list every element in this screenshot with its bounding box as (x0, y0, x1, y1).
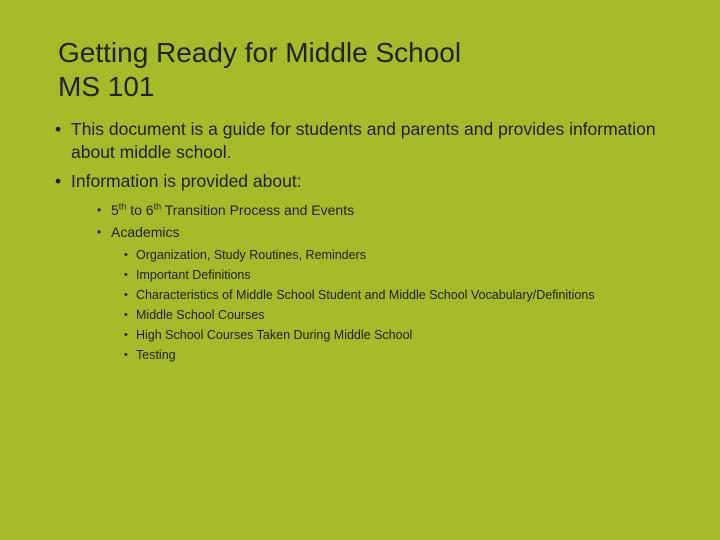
transition-num-2: 6 (145, 202, 154, 218)
sub-bullet-academics (97, 221, 665, 243)
list-item-text: Testing (136, 348, 176, 362)
slide-content (55, 118, 665, 365)
list-item-text: Organization, Study Routines, Reminders (136, 248, 366, 262)
transition-to: to (130, 202, 142, 218)
slide-title (58, 36, 678, 104)
bullet-icon: • (124, 329, 128, 341)
list-item-text: High School Courses Taken During Middle School (136, 328, 413, 342)
transition-num-1: 5 (111, 202, 119, 218)
bullet-icon: • (97, 225, 102, 239)
list-item (124, 305, 665, 325)
list-item (124, 325, 665, 345)
title-line-1: Getting Ready for Middle School (58, 37, 462, 68)
list-item (124, 245, 665, 265)
bullet-info-text: Information is provided about: (71, 171, 302, 191)
bullet-guide-text: This document is a guide for students and parents and provides information about middle school. (71, 119, 656, 162)
bullet-icon: • (55, 119, 62, 139)
list-item (124, 345, 665, 365)
list-item (124, 265, 665, 285)
bullet-info (55, 170, 665, 193)
bullet-icon: • (124, 269, 128, 281)
transition-sup-1: th (118, 201, 127, 212)
academics-text: Academics (111, 224, 180, 240)
list-item-text: Important Definitions (136, 268, 251, 282)
sub-bullet-transition (97, 199, 665, 221)
bullet-guide (55, 118, 665, 164)
transition-sup-2: th (153, 201, 162, 212)
bullet-icon: • (124, 309, 128, 321)
bullet-icon: • (124, 349, 128, 361)
title-line-2: MS 101 (58, 71, 155, 102)
list-item-text: Middle School Courses (136, 308, 265, 322)
bullet-icon: • (55, 171, 62, 191)
bullet-icon: • (124, 249, 128, 261)
bullet-icon: • (124, 289, 128, 301)
list-item (124, 285, 665, 305)
academics-list (124, 245, 665, 365)
bullet-icon: • (97, 203, 102, 217)
transition-rest: Transition Process and Events (164, 202, 355, 218)
list-item-text: Characteristics of Middle School Student and Middle School Vocabulary/Definitions (136, 288, 595, 302)
